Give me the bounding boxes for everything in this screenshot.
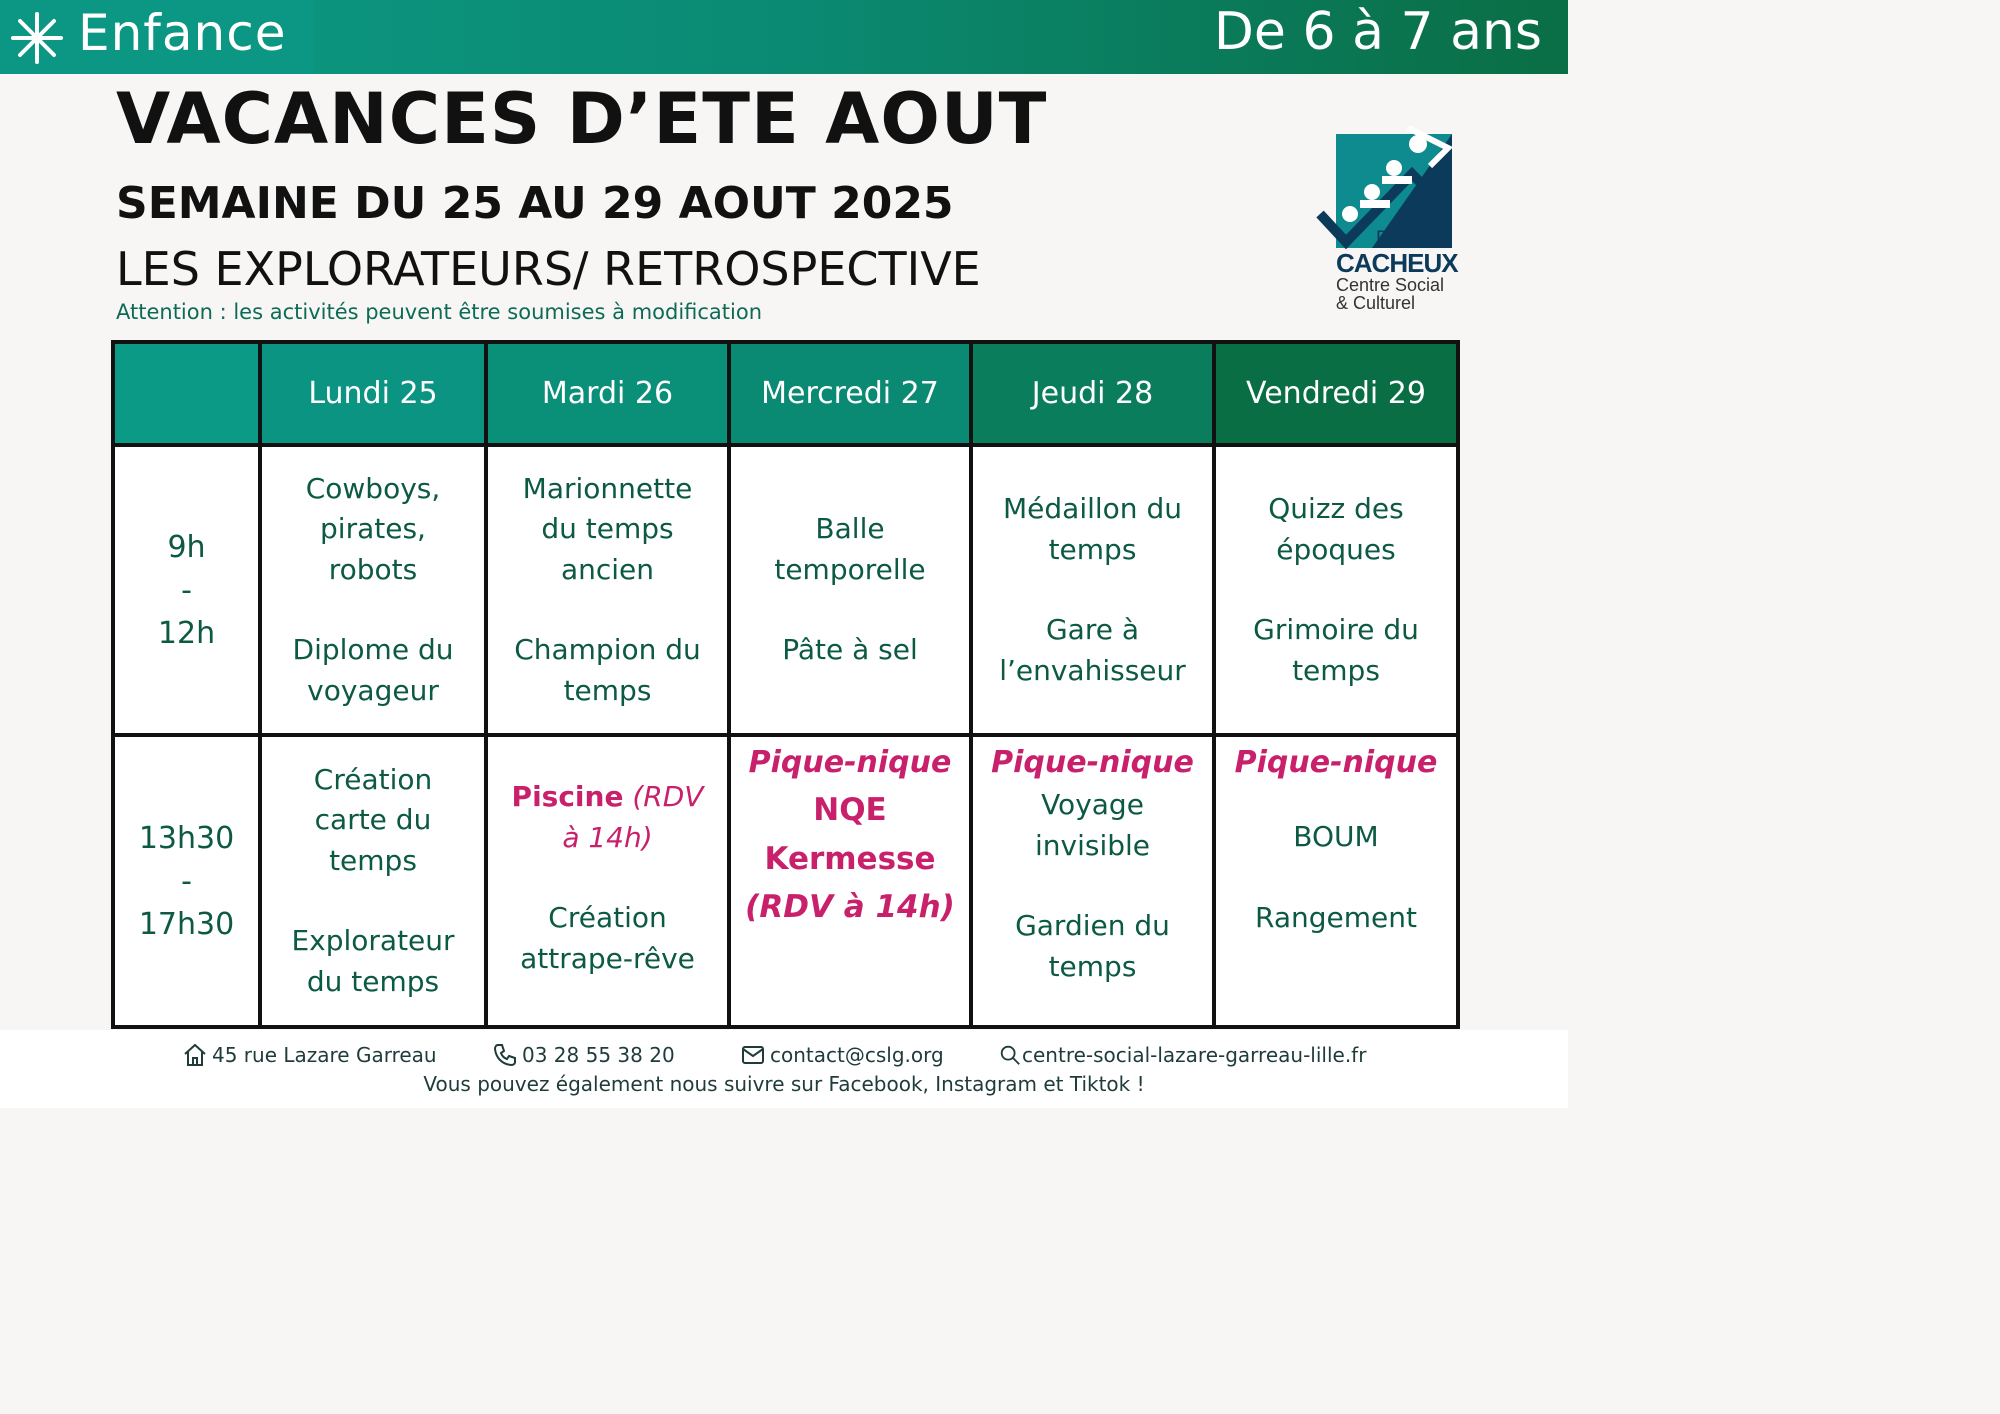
activity-highlight: NQE: [813, 792, 887, 828]
activity-line: Pâte à sel: [782, 633, 918, 667]
footer-address-text: 45 rue Lazare Garreau: [212, 1043, 437, 1067]
activity-highlight: Pique-nique: [1234, 745, 1438, 780]
activity-cell-lundi-am: [260, 445, 486, 735]
activity-highlight: Pique-nique: [748, 745, 952, 780]
modification-notice: Attention : les activités peuvent être soumises à modification: [116, 300, 763, 324]
activity-cell-mercredi-am: [729, 445, 971, 735]
activity-line: voyageur: [307, 673, 439, 707]
activity-line: Cowboys,: [305, 471, 441, 505]
activity-line: temps: [1292, 653, 1380, 687]
activity-cell-jeudi-am: [971, 445, 1214, 735]
activity-cell-lundi-pm: [260, 735, 486, 1027]
time-slot-afternoon: [113, 735, 260, 1027]
activity-line: temporelle: [774, 552, 926, 586]
day-header-mardi: Mardi 26: [486, 342, 729, 445]
slot-start: 13h30: [138, 820, 235, 856]
activity-highlight: (RDV à 14h): [745, 889, 955, 925]
category-label: Enfance: [78, 4, 287, 62]
activity-schedule: [111, 340, 1460, 1029]
activity-line: du temps: [541, 512, 674, 546]
footer-phone-text[interactable]: 03 28 55 38 20: [522, 1043, 675, 1067]
slot-separator: -: [181, 863, 192, 899]
activity-line: du temps: [306, 964, 440, 998]
activity-line: temps: [329, 843, 417, 877]
day-header-lundi: Lundi 25: [260, 342, 486, 445]
activity-line: Gare à: [1045, 613, 1140, 646]
footer-email-text[interactable]: contact@cslg.org: [770, 1043, 944, 1067]
day-header-row: [113, 342, 1458, 445]
activity-line: l’envahisseur: [999, 653, 1186, 687]
search-icon: [998, 1042, 1022, 1068]
activity-line: ancien: [560, 552, 655, 586]
activity-cell-vendredi-am: [1214, 445, 1458, 735]
activity-line: Explorateur: [291, 924, 455, 958]
activity-line: temps: [1048, 949, 1137, 983]
age-range: De 6 à 7 ans: [1213, 2, 1542, 62]
activity-line: Médaillon du: [1003, 492, 1182, 525]
activity-line: attrape-rêve: [520, 941, 695, 975]
week-subtitle: SEMAINE DU 25 AU 29 AOUT 2025: [116, 178, 954, 229]
activity-cell-vendredi-pm: [1214, 735, 1458, 1027]
theme-title: LES EXPLORATEURS/ RETROSPECTIVE: [116, 242, 981, 296]
phone-icon: [492, 1042, 518, 1068]
footer-website[interactable]: [998, 1042, 1366, 1068]
activity-line: BOUM: [1293, 820, 1379, 853]
day-header-mercredi: Mercredi 27: [729, 342, 971, 445]
activity-highlight: Kermesse: [764, 841, 936, 877]
activity-line: carte du: [314, 803, 432, 837]
activity-line: temps: [1048, 532, 1137, 566]
activity-line: époques: [1276, 532, 1396, 566]
activity-line: Diplome du: [292, 633, 454, 667]
logo-line-cacheux: CACHEUX: [1336, 248, 1458, 278]
activity-line: temps: [563, 673, 652, 707]
slot-separator: -: [181, 572, 192, 608]
activity-cell-jeudi-pm: [971, 735, 1214, 1027]
logo-line-denise: DENISE: [1376, 228, 1447, 249]
morning-row: [113, 445, 1458, 735]
activity-line: Champion du: [514, 633, 701, 667]
activity-line: Marionnette: [522, 471, 693, 505]
activity-line: Création: [548, 901, 667, 934]
afternoon-row: [113, 735, 1458, 1027]
activity-line: Rangement: [1255, 900, 1417, 934]
mail-icon: [740, 1042, 766, 1068]
home-icon: [182, 1042, 208, 1068]
logo-line-culturel: & Culturel: [1336, 293, 1416, 313]
activity-cell-mardi-pm: [486, 735, 729, 1027]
activity-highlight: Pique-nique: [991, 745, 1194, 780]
activity-cell-mardi-am: [486, 445, 729, 735]
activity-line: invisible: [1034, 828, 1151, 862]
footer-website-text[interactable]: centre-social-lazare-garreau-lille.fr: [1022, 1043, 1367, 1067]
activity-line: Grimoire du: [1253, 613, 1419, 646]
activity-highlight: à 14h): [562, 820, 653, 854]
sparkle-icon: [10, 11, 64, 65]
activity-line: Création: [313, 762, 433, 796]
corner-cell: [113, 342, 260, 445]
time-slot-morning: [113, 445, 260, 735]
page-title: VACANCES D’ETE AOUT: [116, 78, 1048, 160]
activity-line: Voyage: [1041, 788, 1144, 821]
day-header-vendredi: Vendredi 29: [1214, 342, 1458, 445]
day-header-jeudi: Jeudi 28: [971, 342, 1214, 445]
logo-line-centre: Centre Social: [1336, 275, 1445, 295]
slot-start: 9h: [167, 529, 206, 565]
footer-address: [182, 1042, 437, 1068]
category-tag: [0, 0, 314, 74]
footer-phone[interactable]: [492, 1042, 675, 1068]
slot-end: 12h: [157, 615, 216, 651]
footer-email[interactable]: [740, 1042, 944, 1068]
slot-end: 17h30: [138, 906, 235, 942]
activity-line: Quizz des: [1268, 492, 1404, 525]
activity-line: Gardien du: [1015, 909, 1170, 942]
activity-line: pirates,: [320, 512, 426, 546]
activity-cell-mercredi-pm: [729, 735, 971, 1027]
activity-line: robots: [328, 552, 418, 586]
activity-highlight: Piscine: [511, 780, 624, 813]
activity-highlight: (RDV: [632, 780, 704, 813]
activity-line: Balle: [815, 512, 885, 546]
footer-social-text: Vous pouvez également nous suivre sur Facebook, Instagram et Tiktok !: [423, 1072, 1145, 1096]
